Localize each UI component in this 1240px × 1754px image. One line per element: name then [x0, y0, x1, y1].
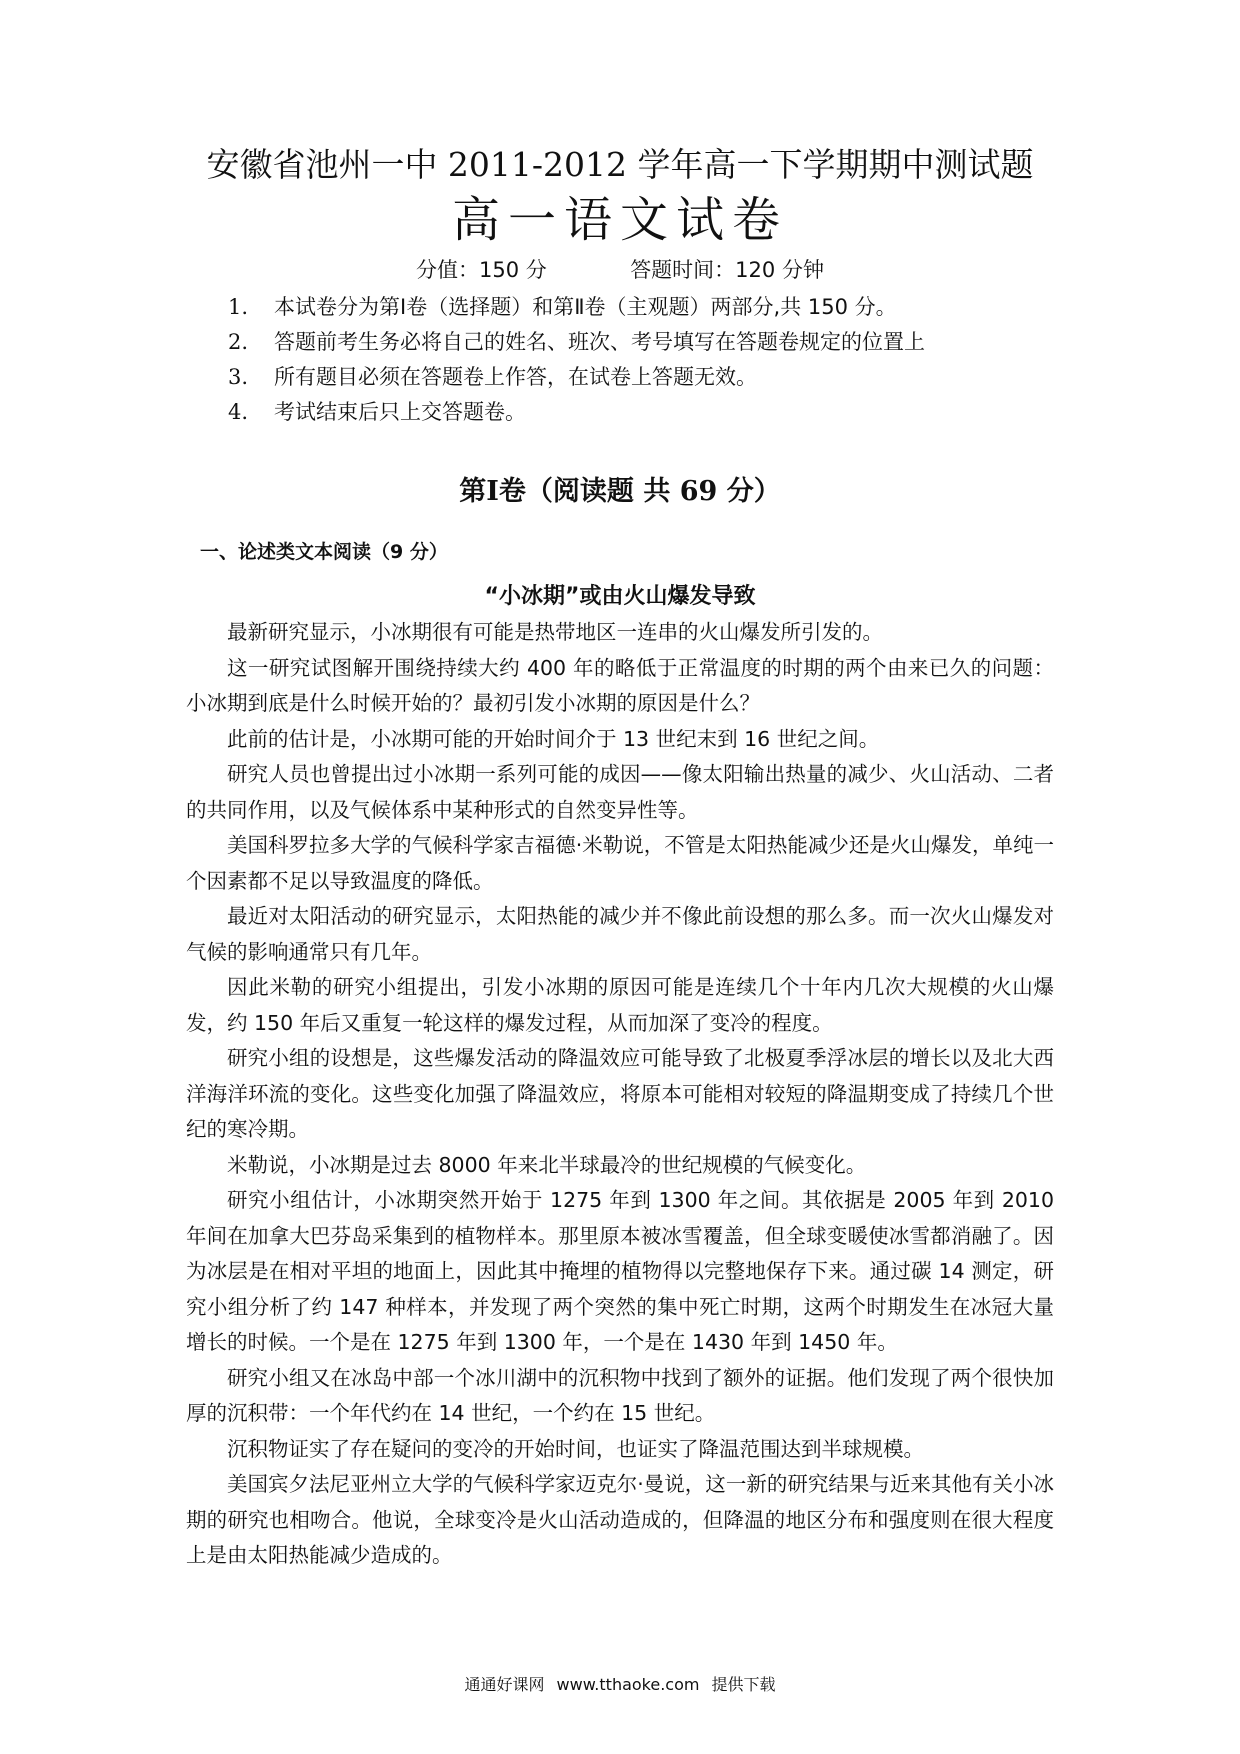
- article-title: “小冰期”或由火山爆发导致: [484, 584, 756, 609]
- article-paragraph: 沉积物证实了存在疑问的变冷的开始时间，也证实了降温范围达到半球规模。: [227, 1436, 924, 1461]
- article-paragraph: 这一研究试图解开围绕持续大约 400 年的略低于正常温度的时期的两个由来已久的问题：小冰期到底是什么时候开始的？最初引发小冰期的原因是什么？: [186, 655, 1054, 715]
- article-paragraph: 最新研究显示，小冰期很有可能是热带地区一连串的火山爆发所引发的。: [227, 620, 883, 644]
- article-paragraph: 因此米勒的研究小组提出，引发小冰期的原因可能是连续几个十年内几次大规模的火山爆发，约 150 年后又重复一轮这样的爆发过程，从而加深了变冷的程度。: [186, 975, 1054, 1035]
- article-paragraph: 研究人员也曾提出过小冰期一系列可能的成因——像太阳输出热量的减少、火山活动、二者的共同作用，以及气候体系中某种形式的自然变异性等。: [186, 762, 1054, 822]
- instruction-item: [228, 325, 1128, 360]
- subsection-heading: 一、论述类文本阅读（9 分）: [200, 541, 448, 563]
- footer-url[interactable]: www.tthaoke.com: [556, 1675, 700, 1694]
- instructions-list: [228, 290, 1128, 430]
- instruction-text: 所有题目必须在答题卷上作答，在试卷上答题无效。: [274, 365, 757, 389]
- instruction-text: 考试结束后只上交答题卷。: [274, 400, 526, 424]
- section-title: 第Ⅰ卷（阅读题 共 69 分）: [459, 476, 781, 507]
- instruction-number: 2.: [228, 330, 249, 354]
- footer-suffix: 提供下载: [711, 1675, 776, 1694]
- article-paragraph: 研究小组的设想是，这些爆发活动的降温效应可能导致了北极夏季浮冰层的增长以及北大西洋海洋环流的变化。这些变化加强了降温效应，将原本可能相对较短的降温期变成了持续几个世纪的寒冷期。: [186, 1046, 1054, 1141]
- instruction-item: [228, 360, 1128, 395]
- article-paragraph: 研究小组估计，小冰期突然开始于 1275 年到 1300 年之间。其依据是 2005 年到 2010 年间在加拿大巴芬岛采集到的植物样本。那里原本被冰雪覆盖，但全球变暖使冰雪都消融了。因为冰层是在相对平坦的地面上，因此其中掩埋的植物得以完整地保存下来。通过碳 14 测定，研究小组分析了约 147 种样本，并发现了两个突然的集中死亡时期，这两个时期发生在冰冠大量增长的时候。一个是在 1275 年到 1300 年，一个是在 1430 年到 1450 年。: [186, 1188, 1054, 1354]
- article-paragraph: 此前的估计是，小冰期可能的开始时间介于 13 世纪末到 16 世纪之间。: [227, 726, 880, 751]
- paper-title: 高一语文试卷: [451, 192, 788, 248]
- instruction-number: 3.: [228, 365, 249, 389]
- article-paragraph: 美国科罗拉多大学的气候科学家吉福德·米勒说，不管是太阳热能减少还是火山爆发，单纯一个因素都不足以导致温度的降低。: [186, 833, 1054, 893]
- footer-site-name: 通通好课网: [464, 1675, 545, 1694]
- instruction-number: 1.: [228, 295, 249, 319]
- exam-title: 安徽省池州一中 2011-2012 学年高一下学期期中测试题: [206, 145, 1034, 184]
- exam-meta: [0, 255, 1240, 285]
- article-paragraph: 美国宾夕法尼亚州立大学的气候科学家迈克尔·曼说，这一新的研究结果与近来其他有关小冰期的研究也相吻合。他说，全球变冷是火山活动造成的，但降温的地区分布和强度则在很大程度上是由太阳热能减少造成的。: [186, 1472, 1054, 1567]
- article-paragraph: 研究小组又在冰岛中部一个冰川湖中的沉积物中找到了额外的证据。他们发现了两个很快加厚的沉积带：一个年代约在 14 世纪，一个约在 15 世纪。: [186, 1365, 1054, 1425]
- page-footer: [0, 1673, 1240, 1697]
- instruction-item: [228, 395, 1128, 430]
- article-paragraph: 米勒说，小冰期是过去 8000 年来北半球最冷的世纪规模的气候变化。: [227, 1152, 867, 1177]
- article-body: [186, 615, 1054, 1574]
- time-label: 答题时间：120 分钟: [630, 258, 824, 282]
- instruction-text: 答题前考生务必将自己的姓名、班次、考号填写在答题卷规定的位置上: [274, 330, 925, 354]
- instruction-item: [228, 290, 1128, 325]
- instruction-text: 本试卷分为第Ⅰ卷（选择题）和第Ⅱ卷（主观题）两部分,共 150 分。: [274, 295, 897, 319]
- score-label: 分值：150 分: [416, 258, 547, 282]
- article-paragraph: 最近对太阳活动的研究显示，太阳热能的减少并不像此前设想的那么多。而一次火山爆发对气候的影响通常只有几年。: [186, 904, 1054, 964]
- instruction-number: 4.: [228, 400, 249, 424]
